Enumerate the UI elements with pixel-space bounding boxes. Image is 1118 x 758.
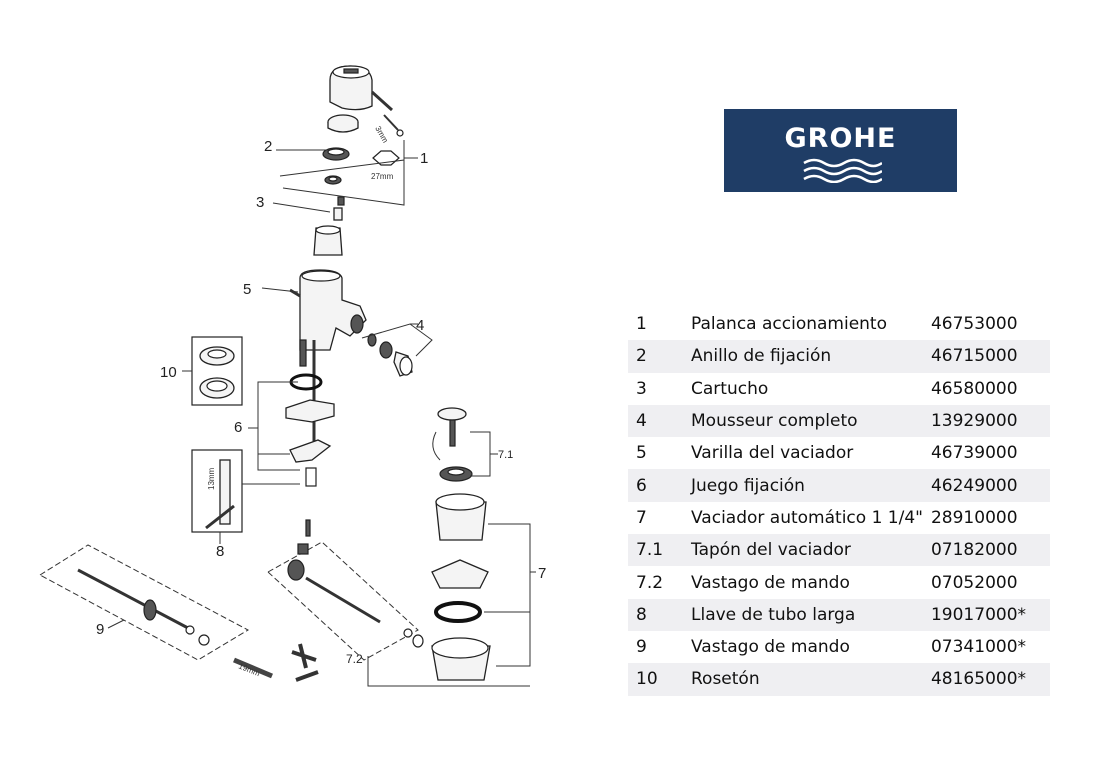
part-code: 46753000 <box>930 314 1018 335</box>
callout-3: 3 <box>256 194 265 211</box>
part-number: 4 <box>628 405 683 437</box>
part-number: 5 <box>636 443 647 464</box>
hex-nut-icon <box>373 151 399 165</box>
waves-icon <box>802 157 882 183</box>
aerator-part <box>368 334 412 376</box>
callout-7-1: 7.1 <box>498 449 514 461</box>
table-row <box>628 405 1050 437</box>
rosette-part <box>192 337 242 405</box>
part-number: 1 <box>636 314 647 335</box>
part-code: 07182000 <box>923 534 1050 566</box>
part-name: Anillo de fijación <box>683 340 923 372</box>
parts-table <box>628 308 1050 696</box>
callout-6: 6 <box>234 419 243 436</box>
part-number: 9 <box>636 637 647 658</box>
part-code: 46715000 <box>923 340 1050 372</box>
part-code: 13929000 <box>923 405 1050 437</box>
part-name: Vastago de mando <box>691 637 850 658</box>
callout-5: 5 <box>243 281 252 298</box>
part-code: 46739000 <box>930 443 1018 464</box>
allen-key-size: 3mm <box>373 124 390 145</box>
part-code: 07052000 <box>930 572 1018 593</box>
part-code: 46580000 <box>930 378 1018 399</box>
part-number: 3 <box>636 378 647 399</box>
part-number: 10 <box>628 663 683 695</box>
fixing-set-part <box>286 375 334 486</box>
table-row <box>628 340 1050 372</box>
table-row <box>628 308 1050 340</box>
part-number: 2 <box>628 340 683 372</box>
part-name: Vastago de mando <box>691 572 850 593</box>
part-name: Juego fijación <box>683 469 923 501</box>
callout-10: 10 <box>160 364 177 381</box>
callout-7-2: 7.2 <box>346 652 363 666</box>
part-number: 6 <box>628 469 683 501</box>
callout-9: 9 <box>96 621 105 638</box>
logo-wordmark: GROHE <box>784 123 897 154</box>
table-row <box>628 663 1050 695</box>
part-name: Varilla del vaciador <box>691 443 854 464</box>
part-code: 19017000* <box>923 599 1050 631</box>
callout-4: 4 <box>416 317 425 334</box>
part-name: Vaciador automático 1 1/4" <box>691 507 923 528</box>
rod-length: 13mm <box>207 467 216 490</box>
part-number: 7.1 <box>628 534 683 566</box>
table-row <box>628 373 1050 405</box>
part-number: 7.2 <box>636 572 664 593</box>
part-name: Mousseur completo <box>683 405 923 437</box>
part-name: Cartucho <box>691 378 769 399</box>
grohe-logo <box>724 109 957 192</box>
callout-8: 8 <box>216 543 225 560</box>
table-row <box>628 534 1050 566</box>
part-code: 48165000* <box>923 663 1050 695</box>
pop-up-waste-part <box>432 408 490 680</box>
table-row <box>628 631 1050 663</box>
part-name: Tapón del vaciador <box>683 534 923 566</box>
callout-2: 2 <box>264 138 273 155</box>
hex-size: 27mm <box>371 172 394 181</box>
part-code: 07341000* <box>930 637 1027 658</box>
table-row <box>628 566 1050 598</box>
wrench-size: 19mm <box>237 661 262 679</box>
part-code: 28910000 <box>930 507 1018 528</box>
part-number: 8 <box>628 599 683 631</box>
part-code: 46249000 <box>923 469 1050 501</box>
part-number: 7 <box>636 507 647 528</box>
cartridge-part <box>314 197 344 255</box>
part-name: Palanca accionamiento <box>691 314 887 335</box>
table-row <box>628 502 1050 534</box>
part-name: Rosetón <box>683 663 923 695</box>
table-row <box>628 437 1050 469</box>
part-name: Llave de tubo larga <box>683 599 923 631</box>
faucet-body-part <box>290 270 366 456</box>
callout-1: 1 <box>420 150 429 167</box>
table-row <box>628 599 1050 631</box>
table-row <box>628 469 1050 501</box>
control-rod-part <box>40 545 248 660</box>
parts-table-body <box>628 308 1050 696</box>
tube-wrench-part <box>192 450 242 532</box>
callout-7: 7 <box>538 565 547 582</box>
